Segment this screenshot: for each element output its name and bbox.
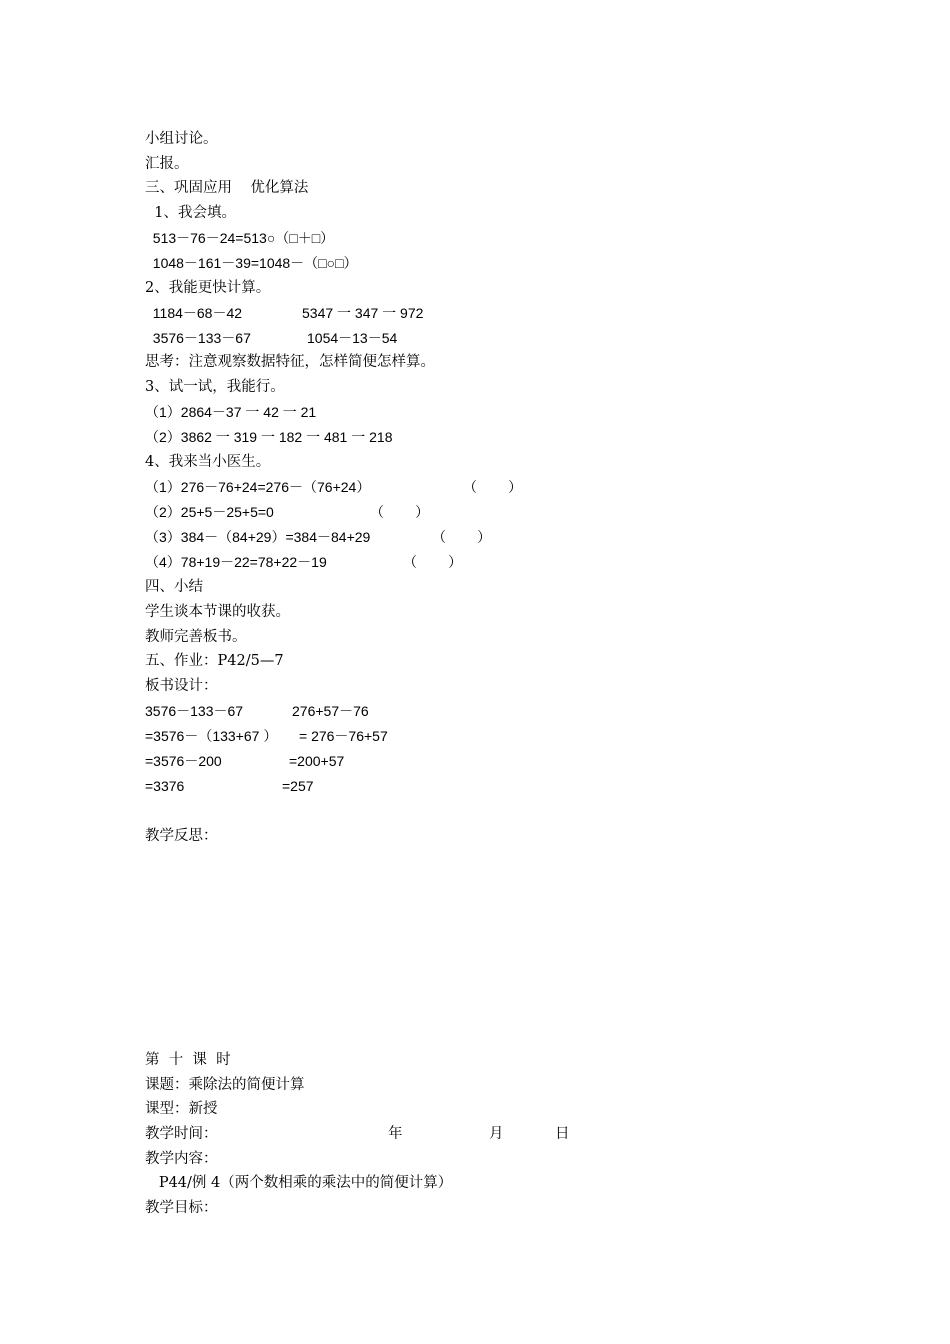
teaching-reflection-label: 教学反思： [145, 828, 218, 844]
exercise-2-row-2 [145, 326, 398, 350]
teaching-objectives-label: 教学目标： [145, 1200, 218, 1216]
board-row-3 [145, 749, 345, 773]
board-left-2: =3576－（133+67 ） [145, 728, 278, 744]
exercise-4-answer-4: （ ） [403, 554, 463, 570]
board-left-1: 3576－133－67 [145, 703, 244, 719]
text-group-discussion: 小组讨论。 [145, 131, 218, 147]
exercise-2-item-3: 3576－133－67 [145, 330, 251, 346]
board-left-4: =3376 [145, 778, 185, 794]
exercise-4-item-4: （4）78+19－22=78+22－19 [145, 554, 327, 570]
exercise-4-answer-3: （ ） [432, 529, 492, 545]
board-row-1 [145, 699, 369, 723]
exercise-1-title: 1、我会填。 [145, 205, 236, 221]
lesson-number-heading: 第 十 课 时 [145, 1052, 231, 1068]
board-design-title: 板书设计： [145, 678, 218, 694]
exercise-1-item-2: 1048－161－39=1048－（□○□） [145, 255, 358, 271]
teaching-time-day: 日 [555, 1126, 570, 1142]
board-row-2 [145, 724, 388, 748]
board-row-4 [145, 774, 314, 798]
exercise-2-item-2: 5347 一 347 一 972 [302, 305, 424, 321]
teaching-time-row [145, 1122, 570, 1146]
text-report: 汇报。 [145, 156, 189, 172]
teaching-time-month: 月 [489, 1126, 504, 1142]
exercise-4-answer-2: （ ） [370, 504, 430, 520]
exercise-2-row-1 [145, 301, 424, 325]
exercise-4-row-4 [145, 550, 463, 574]
exercise-4-row-3 [145, 525, 492, 549]
exercise-4-answer-1: （ ） [463, 479, 523, 495]
board-right-4: =257 [282, 778, 314, 794]
board-right-1: 276+57－76 [292, 703, 369, 719]
exercise-4-row-1 [145, 475, 523, 499]
section-heading-3: 三、巩固应用 优化算法 [145, 180, 309, 196]
exercise-4-item-3: （3）384－（84+29）=384－84+29 [145, 529, 371, 545]
exercise-4-row-2 [145, 500, 430, 524]
text-student-summary: 学生谈本节课的收获。 [145, 604, 290, 620]
exercise-3-item-2: （2）3862 一 319 一 182 一 481 一 218 [145, 429, 393, 445]
exercise-3-item-1: （1）2864－37 一 42 一 21 [145, 404, 317, 420]
board-left-3: =3576－200 [145, 753, 222, 769]
lesson-type: 课型：新授 [145, 1101, 218, 1117]
section-heading-5-homework: 五、作业：P42/5—7 [145, 653, 284, 669]
board-right-3: =200+57 [289, 753, 345, 769]
section-heading-4: 四、小结 [145, 579, 203, 595]
exercise-2-item-4: 1054－13－54 [307, 330, 398, 346]
text-teacher-board: 教师完善板书。 [145, 629, 247, 645]
exercise-4-item-2: （2）25+5－25+5=0 [145, 504, 274, 520]
exercise-3-title: 3、试一试，我能行。 [145, 379, 285, 395]
exercise-4-title: 4、我来当小医生。 [145, 454, 271, 470]
exercise-2-title: 2、我能更快计算。 [145, 280, 271, 296]
teaching-time-year: 年 [388, 1126, 403, 1142]
think-note: 思考：注意观察数据特征，怎样简便怎样算。 [145, 354, 435, 370]
exercise-4-item-1: （1）276－76+24=276－（76+24） [145, 479, 371, 495]
board-right-2: = 276－76+57 [299, 728, 388, 744]
teaching-content-label: 教学内容： [145, 1151, 218, 1167]
exercise-2-item-1: 1184－68－42 [145, 305, 243, 321]
teaching-content-text: P44/例 4（两个数相乘的乘法中的简便计算） [145, 1175, 453, 1191]
teaching-time-label: 教学时间： [145, 1126, 218, 1142]
exercise-1-item-1: 513－76－24=513○（□＋□） [145, 230, 335, 246]
lesson-topic: 课题：乘除法的简便计算 [145, 1077, 305, 1093]
